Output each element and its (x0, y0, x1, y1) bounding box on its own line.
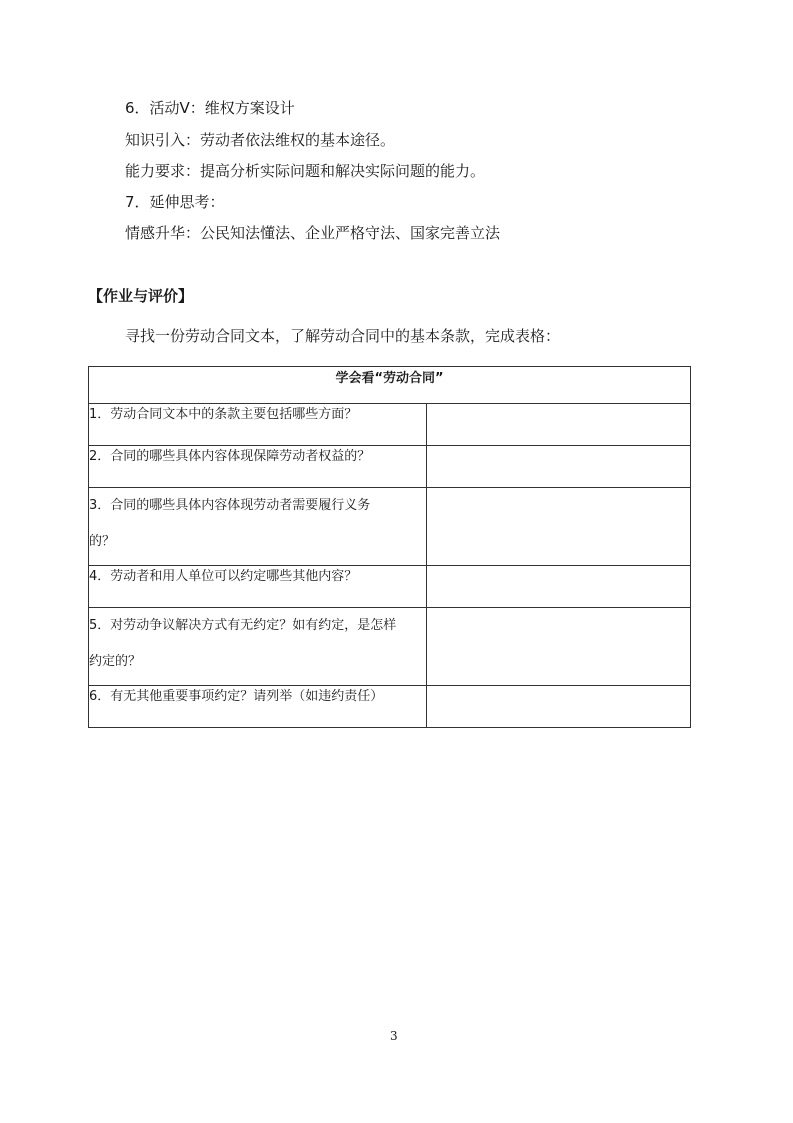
question-cell (89, 608, 427, 686)
answer-cell[interactable] (427, 404, 691, 446)
table-row (89, 686, 691, 728)
question-cell: 2．合同的哪些具体内容体现保障劳动者权益的？ (89, 446, 427, 488)
answer-cell[interactable] (427, 686, 691, 728)
answer-cell[interactable] (427, 488, 691, 566)
question-cell: 6．有无其他重要事项约定？请列举（如违约责任） (89, 686, 427, 728)
answer-cell[interactable] (427, 566, 691, 608)
table-title: 学会看“劳动合同” (89, 367, 691, 404)
homework-heading: 【作业与评价】 (88, 287, 194, 305)
question-cell: 4．劳动者和用人单位可以约定哪些其他内容？ (89, 566, 427, 608)
item6-ability: 能力要求：提高分析实际问题和解决实际问题的能力。 (125, 162, 486, 180)
table-row (89, 446, 691, 488)
table-row (89, 404, 691, 446)
answer-cell[interactable] (427, 608, 691, 686)
table-row (89, 488, 691, 566)
item6-knowledge: 知识引入：劳动者依法维权的基本途径。 (125, 131, 396, 149)
question-text: 5．对劳动争议解决方式有无约定？如有约定，是怎样约定的？ (89, 618, 397, 669)
table-title-row (89, 367, 691, 404)
item7-emotion: 情感升华：公民知法懂法、企业严格守法、国家完善立法 (125, 224, 501, 242)
question-cell: 1．劳动合同文本中的条款主要包括哪些方面？ (89, 404, 427, 446)
homework-instruction: 寻找一份劳动合同文本，了解劳动合同中的基本条款，完成表格： (125, 327, 561, 345)
answer-cell[interactable] (427, 446, 691, 488)
question-text: 3．合同的哪些具体内容体现劳动者需要履行义务的？ (89, 498, 371, 549)
item6-title: 6．活动Ⅴ：维权方案设计 (125, 99, 295, 117)
question-cell (89, 488, 427, 566)
contract-table (88, 366, 691, 728)
item7-title: 7．延伸思考： (125, 193, 225, 211)
table-row (89, 608, 691, 686)
table-row (89, 566, 691, 608)
page-number: 3 (390, 1029, 398, 1043)
